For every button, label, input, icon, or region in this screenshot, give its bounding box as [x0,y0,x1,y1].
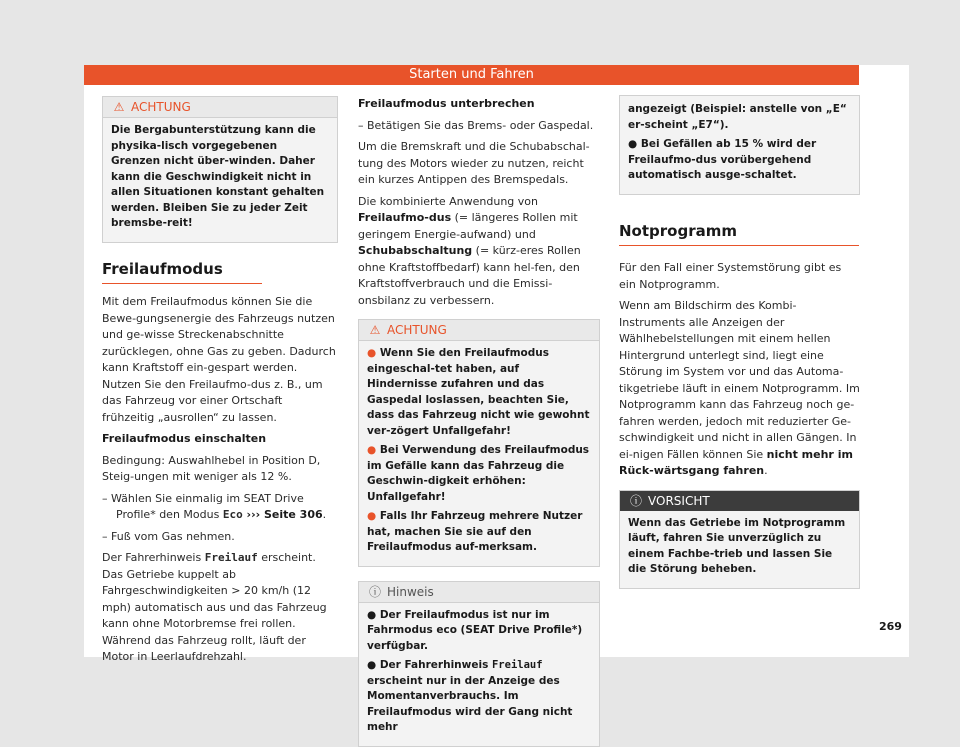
notprogramm-paragraph [619,298,860,480]
note-title: Hinweis [387,584,434,599]
combined-paragraph [358,194,600,310]
warning-2-body [359,341,599,566]
combined-term-schub: Schubabschaltung [358,244,473,257]
notprogramm-emphasis: nicht mehr im Rück-wärtsgang fahren [619,447,853,477]
bullet-icon: ● [367,444,380,456]
note-box [358,581,600,747]
warning-triangle-icon: ⚠ [113,100,125,114]
warning-title: ACHTUNG [131,100,191,114]
warning-item [367,509,591,556]
caution-box [619,490,860,589]
continued-text: angezeigt (Beispiel: anstelle von „E“ er-scheint „E7“). [628,103,847,131]
hint-word: Freilauf [204,551,258,564]
notprogramm-text-c: . [764,464,768,477]
condition-paragraph: Bedingung: Auswahlhebel in Position D, Steig-ungen mit weniger als 12 %. [102,453,321,483]
subheading-einschalten: Freilaufmodus einschalten [102,432,267,445]
bullet-icon: ● [367,510,380,522]
column-1 [102,96,338,671]
section-title-notprogramm: Notprogramm [619,219,859,247]
info-note-icon: ⓘ [368,584,381,599]
bullet-icon: ● [367,608,380,621]
mode-eco: Eco [222,508,243,521]
warning-item-text: Falls Ihr Fahrzeug mehrere Nutzer hat, machen Sie sie auf den Freilaufmodus auf-merksam. [367,510,583,553]
warning-item-text: Wenn Sie den Freilaufmodus eingeschal-tet haben, auf Hindernisse zufahren und das Gaspedal loslassen, beachten Sie, dass das Fahrzeug nicht wie gewohnt ver-zögert Unfallgefahr! [367,347,590,437]
note-item [367,658,591,736]
warning-box-2-header [359,320,599,341]
caution-text: Wenn das Getriebe im Notprogramm läuft, fahren Sie unverzüglich zu einem Fachbe-trieb und lassen Sie die Störung beheben. [628,516,846,575]
step-end: . [322,508,327,521]
caution-box-header [620,491,859,511]
combined-term-freilauf: Freilaufmo-dus [358,211,452,224]
note-item-prefix: Der Fahrerhinweis [379,659,492,671]
note-box-header [359,582,599,603]
caution-title: VORSICHT [648,493,710,508]
continued-item-text: Bei Gefällen ab 15 % wird der Freilaufmo-dus vorübergehend automatisch ausge-schaltet. [628,138,817,181]
step-text: – Wählen Sie einmalig im SEAT Drive Profile* den Modus [102,491,304,521]
column-3 [619,95,860,589]
warning-box [102,96,338,243]
page-number: 269 [879,620,902,633]
bullet-icon: ● [367,659,380,671]
combined-text-e: (= kürz-eres Rollen ohne Kraftstoffbedarf) kann hel-fen, den Kraftstoffverbrauch und die Emissi-onsbilanz zu verbessern. [358,244,581,307]
subheading-unterbrechen: Freilaufmodus unterbrechen [358,97,535,110]
note-box-continued [619,95,860,195]
hint-suffix: erscheint. Das Getriebe kuppelt ab Fahrgeschwindigkeiten > 20 km/h (12 mph) automatisch aus und das Fahrzeug kann ohne Motorbremse frei rollen. Während das Fahrzeug rollt, läuft der Motor in Leerlaufdrehzahl. [102,551,327,663]
bullet-icon: ● [367,347,380,359]
warning-triangle-icon: ⚠ [369,323,381,337]
step-pedal: – Betätigen Sie das Brems- oder Gaspedal. [358,118,594,132]
brake-paragraph: Um die Bremskraft und die Schubabschal-tung des Motors wieder zu nutzen, reicht ein kurzes Antippen des Bremspedals. [358,140,590,186]
section-title-freilaufmodus: Freilaufmodus [102,257,262,285]
intro-paragraph: Mit dem Freilaufmodus können Sie die Bewe-gungsenergie des Fahrzeugs nutzen und ge-wisse Streckenabschnitte zurücklegen, ohne Gas zu geben. Dadurch kann Kraftstoff ein-gespart werden. Nutzen Sie den Freilaufmo-dus z. B., um das Fahrzeug vor einer Ortschaft frühzeitig „ausrollen“ zu lassen. [102,295,336,424]
column-2 [358,96,600,747]
hint-paragraph [102,550,338,666]
caution-body [620,511,859,588]
warning-item [367,443,591,505]
bullet-icon: ● [628,138,641,150]
warning-body [103,118,337,242]
step-select-mode [102,491,338,524]
notprogramm-text-a: Wenn am Bildschirm des Kombi-Instruments alle Anzeigen der Wählhebelstellungen mit einem hellen Hintergrund unterlegt sind, liegt eine Störung im System vor und das Automa-tikgetriebe läuft in einem Notprogramm. Im Notprogramm kann das Fahrzeug noch ge-fahren werden, jedoch mit reduzierter Ge-schwindigkeit und nicht in allen Gängen. In ei-nigen Fällen können Sie [619,299,860,461]
warning-text: Die Bergabunterstützung kann die physika-lisch vorgegebenen Grenzen nicht über-winden. Daher kann die Geschwindigkeit nicht in allen Situationen konstant gehalten werden. Bleiben Sie zu jeder Zeit bremsbe-reit! [111,124,325,229]
caution-circle-icon: ⓘ [629,493,642,508]
note-item [367,608,591,655]
page-reference-link[interactable]: ››› Seite 306 [242,508,323,521]
note-item-word: Freilauf [491,659,543,671]
combined-text-a: Die kombinierte Anwendung von [358,194,538,208]
warning-box-header [103,97,337,118]
notprogramm-intro: Für den Fall einer Systemstörung gibt es ein Notprogramm. [619,261,842,291]
combined-text-c: (= längeres Rollen mit geringem Energie-aufwand) und [358,211,578,241]
note-body [359,603,599,746]
warning-item [367,346,591,439]
continued-body [620,96,859,194]
warning-2-title: ACHTUNG [387,323,447,337]
note-item-suffix: erscheint nur in der Anzeige des Momentanverbrauchs. Im Freilaufmodus wird der Gang nicht mehr [367,674,573,733]
warning-box-2 [358,319,600,567]
continued-item [628,137,851,184]
hint-prefix: Der Fahrerhinweis [102,551,205,564]
warning-item-text: Bei Verwendung des Freilaufmodus im Gefälle kann das Fahrzeug die Geschwin-digkeit erhöhen: Unfallgefahr! [367,444,590,503]
chapter-header: Starten und Fahren [84,65,859,85]
note-item-text: Der Freilaufmodus ist nur im Fahrmodus eco (SEAT Drive Profile*) verfügbar. [367,608,583,652]
step-release-gas: – Fuß vom Gas nehmen. [102,529,235,543]
